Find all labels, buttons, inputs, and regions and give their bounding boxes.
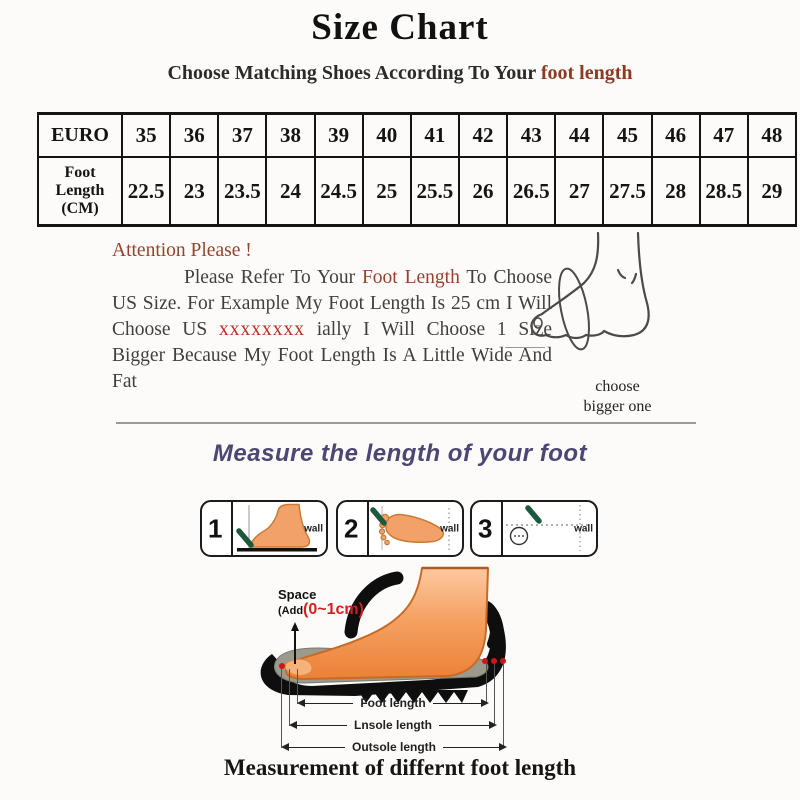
euro-size-cell: 42: [459, 114, 507, 158]
dimension-line: [439, 725, 489, 726]
euro-size-cell: 35: [122, 114, 170, 158]
attention-seg3: To Choose US Size. For Example My Foot Length Is 25 cm I Will Choose US: [112, 267, 553, 340]
attention-seg1: Please Refer To Your: [184, 267, 362, 288]
foot-length-cell: 22.5: [122, 157, 170, 226]
step-number: 2: [344, 513, 359, 543]
euro-size-cell: 43: [507, 114, 555, 158]
choose-note-line2: bigger one: [583, 398, 652, 415]
foot-length-cell: 23: [170, 157, 218, 226]
measure-section-heading: Measure the length of your foot: [212, 440, 588, 467]
attention-censored-text: xxxxxxxx: [218, 319, 305, 340]
euro-size-cell: 40: [363, 114, 411, 158]
arrow-right-icon: [489, 721, 497, 729]
space-arrow: [294, 630, 296, 664]
foot-length-cell: 29: [748, 157, 796, 226]
dimension-label: Outsole length: [352, 740, 436, 754]
dimension-line: [305, 703, 353, 704]
foot-length-cell: 24: [266, 157, 314, 226]
guide-line: [503, 664, 504, 748]
measure-dot: [482, 658, 488, 664]
dimension-line: [289, 747, 345, 748]
attention-foot-length-highlight: Foot Length: [361, 267, 460, 288]
wall-label: wall: [574, 523, 593, 534]
euro-size-cell: 47: [700, 114, 748, 158]
wall-label: wall: [304, 523, 323, 534]
attention-seg5: ially I Will Choose 1 Size Bigger Because My Foot Length Is A Little Wide And Fat: [112, 319, 552, 392]
foot-length-dimension: [297, 697, 489, 709]
foot-length-header-cell: Foot Length (CM): [38, 157, 122, 226]
step-number: 1: [208, 513, 223, 543]
insole-length-dimension: [289, 719, 497, 731]
size-table: [37, 112, 797, 227]
diagram-caption: Measurement of differnt foot length: [223, 755, 577, 780]
space-range-label: (0~1cm): [303, 600, 364, 618]
euro-size-cell: 36: [170, 114, 218, 158]
foot-length-cell: 26: [459, 157, 507, 226]
dimension-line: [443, 747, 499, 748]
foot-length-cell: 28.5: [700, 157, 748, 226]
foot-length-cell: 27.5: [603, 157, 651, 226]
foot-length-cell: 27: [555, 157, 603, 226]
euro-size-cell: 46: [652, 114, 700, 158]
foot-length-cell: 26.5: [507, 157, 555, 226]
euro-size-cell: 45: [603, 114, 651, 158]
size-table-row-footlength: [38, 157, 796, 226]
foot-length-cell: 28: [652, 157, 700, 226]
choose-bigger-note: [555, 377, 680, 417]
measure-step-2-panel: [336, 500, 464, 557]
wall-label: wall: [440, 523, 459, 534]
attention-block: [112, 238, 552, 395]
euro-size-cell: 44: [555, 114, 603, 158]
arrow-left-icon: [297, 699, 305, 707]
step-number: 3: [478, 513, 493, 543]
dimension-label: Foot length: [360, 696, 426, 710]
euro-size-cell: 38: [266, 114, 314, 158]
separator-line: [116, 422, 696, 424]
measure-step-3-panel: [470, 500, 598, 557]
space-annotation: [278, 588, 364, 618]
euro-size-cell: 37: [218, 114, 266, 158]
arrow-left-icon: [281, 743, 289, 751]
foot-length-cell: 24.5: [315, 157, 363, 226]
measure-dot: [279, 663, 285, 669]
euro-size-cell: 48: [748, 114, 796, 158]
dimension-line: [433, 703, 481, 704]
measure-step-1-panel: [200, 500, 328, 557]
subtitle-highlight: foot length: [540, 62, 633, 84]
arrow-left-icon: [289, 721, 297, 729]
subtitle-text: Choose Matching Shoes According To Your: [167, 62, 541, 84]
arrow-right-icon: [499, 743, 507, 751]
dimension-line: [297, 725, 347, 726]
arrow-right-icon: [481, 699, 489, 707]
guide-line: [494, 664, 495, 726]
foot-measuring-tape-sketch: [525, 230, 693, 372]
choose-note-line1: choose: [595, 378, 640, 395]
space-add-label: (Add: [278, 604, 304, 617]
foot-length-cell: 25.5: [411, 157, 459, 226]
page-title: Size Chart: [311, 7, 489, 48]
dimension-label: Lnsole length: [354, 718, 432, 732]
attention-paragraph: [112, 265, 552, 395]
page-subtitle: [0, 62, 800, 85]
euro-header-cell: EURO: [38, 114, 122, 158]
foot-length-cell: 23.5: [218, 157, 266, 226]
foot-length-cell: 25: [363, 157, 411, 226]
guide-line: [281, 669, 282, 748]
attention-heading: Attention Please !: [112, 240, 252, 261]
space-label: Space: [278, 587, 317, 602]
guide-line: [289, 669, 290, 726]
size-table-row-euro: [38, 114, 796, 158]
outsole-length-dimension: [281, 741, 507, 753]
euro-size-cell: 39: [315, 114, 363, 158]
euro-size-cell: 41: [411, 114, 459, 158]
